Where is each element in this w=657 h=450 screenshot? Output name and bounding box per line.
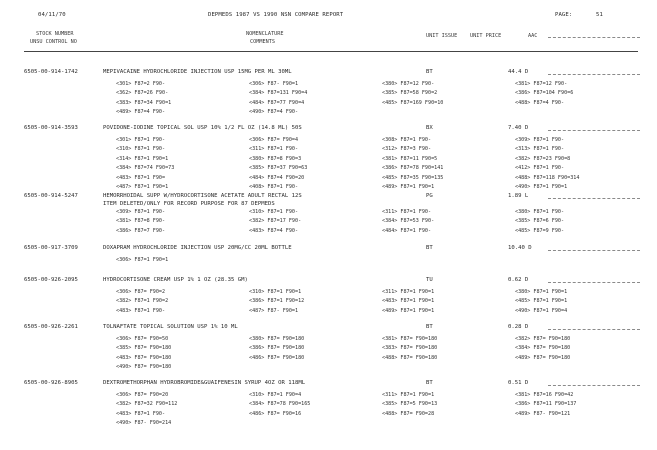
usage-code: <384> F87=74 F90=73: [116, 165, 175, 172]
col-unit-price: UNIT PRICE: [470, 33, 502, 39]
usage-code: <380> F87=8 F90=3: [249, 155, 302, 162]
stock-number: 6505-00-914-1742: [24, 69, 78, 75]
usage-code: <308> F87=1 F90-: [382, 137, 432, 143]
usage-code: <412> F87=1 F90-: [515, 165, 565, 172]
usage-code: <489> F87=1 F90=1: [382, 307, 435, 314]
report-date: 04/11/70: [38, 12, 66, 18]
usage-code: <490> F87=1 F90=4: [515, 307, 568, 314]
unit-price: 0.51 D: [508, 380, 529, 386]
usage-code: <384> F87= F90=180: [515, 345, 571, 352]
usage-code: <488> F87= F90=180: [382, 354, 438, 361]
usage-code: <488> F87=4 F90-: [515, 99, 565, 106]
usage-code: <488> F87=118 F90=314: [515, 174, 580, 181]
unit-issue: PG: [426, 193, 433, 199]
usage-code: <382> F87=17 F90-: [249, 218, 302, 225]
usage-code: <311> F87=1 F90=1: [382, 392, 435, 398]
header-rule: [24, 51, 638, 52]
usage-code: <383> F87= F90=180: [382, 345, 438, 352]
unit-issue: BT: [426, 324, 433, 330]
usage-code: <384> F87=131 F90=4: [249, 90, 308, 97]
item-nomenclature: DEXTROMETHORPHAN HYDROBROMIDE&GUAIFENESIN SYRUP 4OZ OR 118ML: [103, 380, 306, 386]
usage-code: <314> F87=1 F90=1: [116, 155, 169, 162]
usage-code: <381> F87=12 F90-: [515, 81, 568, 87]
report-title: DEPMEDS 1987 VS 1990 NSN COMPARE REPORT: [208, 12, 344, 18]
usage-code: <385> F87=5 F90=13: [382, 401, 438, 408]
usage-code: <386> F87=1 F90=12: [249, 298, 305, 305]
usage-code: <306> F87= F90=2: [116, 289, 166, 295]
aac-leader-rule: [548, 250, 640, 251]
usage-code: <489> F87=4 F90-: [116, 109, 166, 116]
usage-code: <485> F87=9 F90-: [515, 227, 565, 234]
usage-code: <385> F87=58 F90=2: [382, 90, 438, 97]
aac-leader-rule: [548, 74, 640, 75]
aac-leader-rule: [548, 329, 640, 330]
usage-code: <489> F87- F90=121: [515, 410, 571, 417]
item-nomenclature: HEMORRHOIDAL SUPP W/HYDROCORTISONE ACETATE ADULT RECTAL 12S: [103, 193, 302, 199]
unit-issue: BT: [426, 380, 433, 386]
usage-code: <490> F87=4 F90-: [249, 109, 299, 116]
stock-number: 6505-00-926-2095: [24, 277, 78, 283]
item-nomenclature: DOXAPRAM HYDROCHLORIDE INJECTION USP 20MG/CC 20ML BOTTLE: [103, 245, 292, 251]
item-nomenclature: TOLNAFTATE TOPICAL SOLUTION USP 1% 10 ML: [103, 324, 238, 330]
usage-code: <362> F87=26 F90-: [116, 90, 169, 97]
usage-code: <310> F87=1 F90-: [116, 146, 166, 153]
usage-code: <483> F87=1 F90-: [116, 410, 166, 417]
page-number: 51: [596, 12, 603, 18]
usage-code: <490> F87- F90=214: [116, 420, 172, 427]
unit-price: 7.40 D: [508, 125, 529, 131]
item-nomenclature: HYDROCORTISONE CREAM USP 1% 1 OZ (28.35 GM): [103, 277, 248, 283]
usage-code: <386> F87=11 F90=137: [515, 401, 577, 408]
aac-leader-rule: [548, 198, 640, 199]
usage-code: <489> F87= F90=180: [515, 354, 571, 361]
usage-code: <309> F87=1 F90-: [116, 209, 166, 215]
usage-code: <483> F87= F90=180: [116, 354, 172, 361]
usage-code: <386> F87= F90=180: [249, 345, 305, 352]
unit-issue: BT: [426, 245, 433, 251]
usage-code: <382> F87=23 F90=8: [515, 155, 571, 162]
usage-code: <382> F87=32 F90=112: [116, 401, 178, 408]
col-stock-number: STOCK NUMBER: [36, 31, 74, 37]
usage-code: <386> F87=104 F90=6: [515, 90, 574, 97]
stock-number: 6505-00-917-3709: [24, 245, 78, 251]
usage-code: <488> F87= F90=28: [382, 410, 435, 417]
usage-code: <486> F87= F90=16: [249, 410, 302, 417]
stock-number: 6505-00-926-8905: [24, 380, 78, 386]
unit-issue: BT: [426, 69, 433, 75]
unit-price: 44.4 D: [508, 69, 529, 75]
usage-code: <385> F87=37 F90=63: [249, 165, 308, 172]
usage-code: <385> F87=6 F90-: [515, 218, 565, 225]
usage-code: <310> F87=1 F90-: [249, 209, 299, 215]
usage-code: <385> F87= F90=180: [116, 345, 172, 352]
usage-code: <306> F87= F90=50: [116, 336, 169, 342]
usage-code: <311> F87=1 F90=1: [382, 289, 435, 295]
usage-code: <383> F87=34 F90=1: [116, 99, 172, 106]
usage-code: <490> F87=1 F90=1: [515, 184, 568, 190]
usage-code: <311> F87=1 F90-: [382, 209, 432, 215]
usage-code: <306> F87= F90=20: [116, 392, 169, 398]
usage-code: <487> F87=1 F90=1: [116, 184, 169, 190]
usage-code: <380> F87=1 F90-: [515, 209, 565, 215]
usage-code: <310> F87=1 F90=4: [249, 392, 302, 398]
usage-code: <306> F87- F90=1: [249, 81, 299, 87]
item-nomenclature: POVIDONE-IODINE TOPICAL SOL USP 10% 1/2 FL OZ (14.8 ML) 50S: [103, 125, 302, 131]
usage-code: <483> F87=1 F90-: [116, 307, 166, 314]
usage-code: <382> F87=1 F90=2: [116, 298, 169, 305]
usage-code: <486> F87= F90=180: [249, 354, 305, 361]
usage-code: <483> F87=4 F90-: [249, 227, 299, 234]
stock-number: 6505-00-914-3593: [24, 125, 78, 131]
usage-code: <381> F87=11 F90=5: [382, 155, 438, 162]
usage-code: <381> F87= F90=180: [382, 336, 438, 342]
usage-code: <380> F87= F90=180: [249, 336, 305, 342]
unit-issue: TU: [426, 277, 433, 283]
aac-leader-rule: [548, 282, 640, 283]
usage-code: <485> F87=169 F90=10: [382, 99, 444, 106]
usage-code: <382> F87= F90=180: [515, 336, 571, 342]
item-comment: ITEM DELETED/ONLY FOR RECORD PURPOSE FOR 87 DEPMEDS: [103, 201, 275, 207]
col-nomenclature: NOMENCLATURE: [246, 31, 284, 37]
usage-code: <312> F87=3 F90-: [382, 146, 432, 153]
stock-number: 6505-00-926-2261: [24, 324, 78, 330]
usage-code: <386> F87=7 F90-: [116, 227, 166, 234]
usage-code: <381> F87=16 F90=42: [515, 392, 574, 398]
usage-code: <489> F87=1 F90=1: [382, 184, 435, 190]
usage-code: <311> F87=1 F90-: [249, 146, 299, 153]
col-comments: COMMENTS: [250, 39, 275, 45]
usage-code: <386> F87=78 F90=141: [382, 165, 444, 172]
header-leader-rule: [548, 37, 640, 38]
col-unit-issue: UNIT ISSUE: [426, 33, 458, 39]
unit-price: 0.62 D: [508, 277, 529, 283]
unit-issue: BX: [426, 125, 433, 131]
page-label: PAGE:: [555, 12, 573, 18]
aac-leader-rule: [548, 130, 640, 131]
usage-code: <380> F87=1 F90=1: [515, 289, 568, 295]
usage-code: <487> F87- F90=1: [249, 307, 299, 314]
usage-code: <485> F87=35 F90=135: [382, 174, 444, 181]
usage-code: <313> F87=1 F90-: [515, 146, 565, 153]
usage-code: <381> F87=8 F90-: [116, 218, 166, 225]
item-nomenclature: MEPIVACAINE HYDROCHLORIDE INJECTION USP 15MG PER ML 30ML: [103, 69, 292, 75]
usage-code: <310> F87=1 F90=1: [249, 289, 302, 295]
unit-price: 1.89 L: [508, 193, 529, 199]
usage-code: <301> F87=1 F90-: [116, 137, 166, 143]
aac-leader-rule: [548, 385, 640, 386]
unit-price: 0.28 D: [508, 324, 529, 330]
usage-code: <483> F87=1 F90=1: [382, 298, 435, 305]
usage-code: <306> F87=1 F90=1: [116, 257, 169, 263]
usage-code: <306> F87= F90=4: [249, 137, 299, 143]
usage-code: <301> F87=2 F90-: [116, 81, 166, 87]
usage-code: <484> F87=1 F90-: [382, 227, 432, 234]
stock-number: 6505-00-914-5247: [24, 193, 78, 199]
col-aac: AAC: [528, 33, 538, 39]
usage-code: <408> F87=1 F90-: [249, 184, 299, 190]
usage-code: <384> F87=78 F90=165: [249, 401, 311, 408]
usage-code: <380> F87=12 F90-: [382, 81, 435, 87]
usage-code: <384> F87=53 F90-: [382, 218, 435, 225]
usage-code: <483> F87=1 F90=: [116, 174, 166, 181]
usage-code: <309> F87=1 F90-: [515, 137, 565, 143]
usage-code: <485> F87=1 F90=1: [515, 298, 568, 305]
usage-code: <484> F87=77 F90=4: [249, 99, 305, 106]
usage-code: <484> F87=4 F90=20: [249, 174, 305, 181]
unit-price: 10.40 D: [508, 245, 532, 251]
usage-code: <490> F87= F90=180: [116, 364, 172, 371]
col-unsu-control: UNSU CONTROL NO: [30, 39, 77, 45]
